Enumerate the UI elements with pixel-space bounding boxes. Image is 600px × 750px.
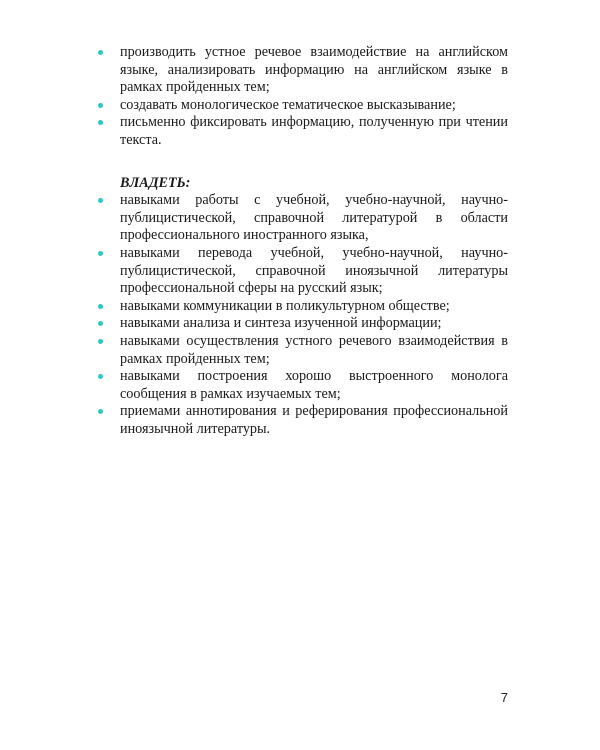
bullet-dot-icon — [98, 103, 103, 108]
bullet-dot-icon — [98, 374, 103, 379]
bullet-dot-icon — [98, 339, 103, 344]
list-item-text: приемами аннотирования и реферирования профессиональной иноязычной литературы. — [120, 403, 508, 437]
list-item — [96, 44, 508, 97]
bullet-dot-icon — [98, 304, 103, 309]
bullet-dot-icon — [98, 321, 103, 326]
list-item — [96, 114, 508, 149]
list-item-text: навыками перевода учебной, учебно-научной, научно-публицистической, справочной иноязычной литературы профессиональной сферы на русский язык; — [120, 244, 508, 297]
list-item-text: навыками коммуникации в поликультурном обществе; — [120, 297, 450, 314]
list-item — [96, 315, 508, 333]
list-item — [96, 333, 508, 368]
list-item-text: навыками анализа и синтеза изученной информации; — [120, 315, 442, 332]
list-item-text: создавать монологическое тематическое высказывание; — [120, 96, 456, 113]
mastery-list — [96, 192, 508, 438]
bullet-dot-icon — [98, 120, 103, 125]
list-item-text: навыками осуществления устного речевого взаимодействия в рамках пройденных тем; — [120, 332, 508, 367]
bullet-dot-icon — [98, 198, 103, 203]
list-item-text: навыками построения хорошо выстроенного монолога сообщения в рамках изучаемых тем; — [120, 368, 508, 402]
bullet-dot-icon — [98, 251, 103, 256]
list-item — [96, 97, 508, 115]
list-item — [96, 298, 508, 316]
page-body — [96, 44, 508, 438]
list-item — [96, 368, 508, 403]
list-item — [96, 245, 508, 298]
list-item — [96, 192, 508, 245]
skills-list — [96, 44, 508, 150]
list-item-text: навыками работы с учебной, учебно-научной, научно-публицистической, справочной литературой в области профессионального иностранного языка, — [120, 192, 508, 244]
list-item-text: письменно фиксировать информацию, полученную при чтении текста. — [120, 114, 508, 148]
section-heading: ВЛАДЕТЬ: — [120, 174, 191, 191]
bullet-dot-icon — [98, 409, 103, 414]
list-item-text: производить устное речевое взаимодействие на английском языке, анализировать информацию на английском языке в рамках пройденных тем; — [120, 44, 508, 96]
page-number: 7 — [500, 690, 508, 705]
bullet-dot-icon — [98, 50, 103, 55]
list-item — [96, 403, 508, 438]
